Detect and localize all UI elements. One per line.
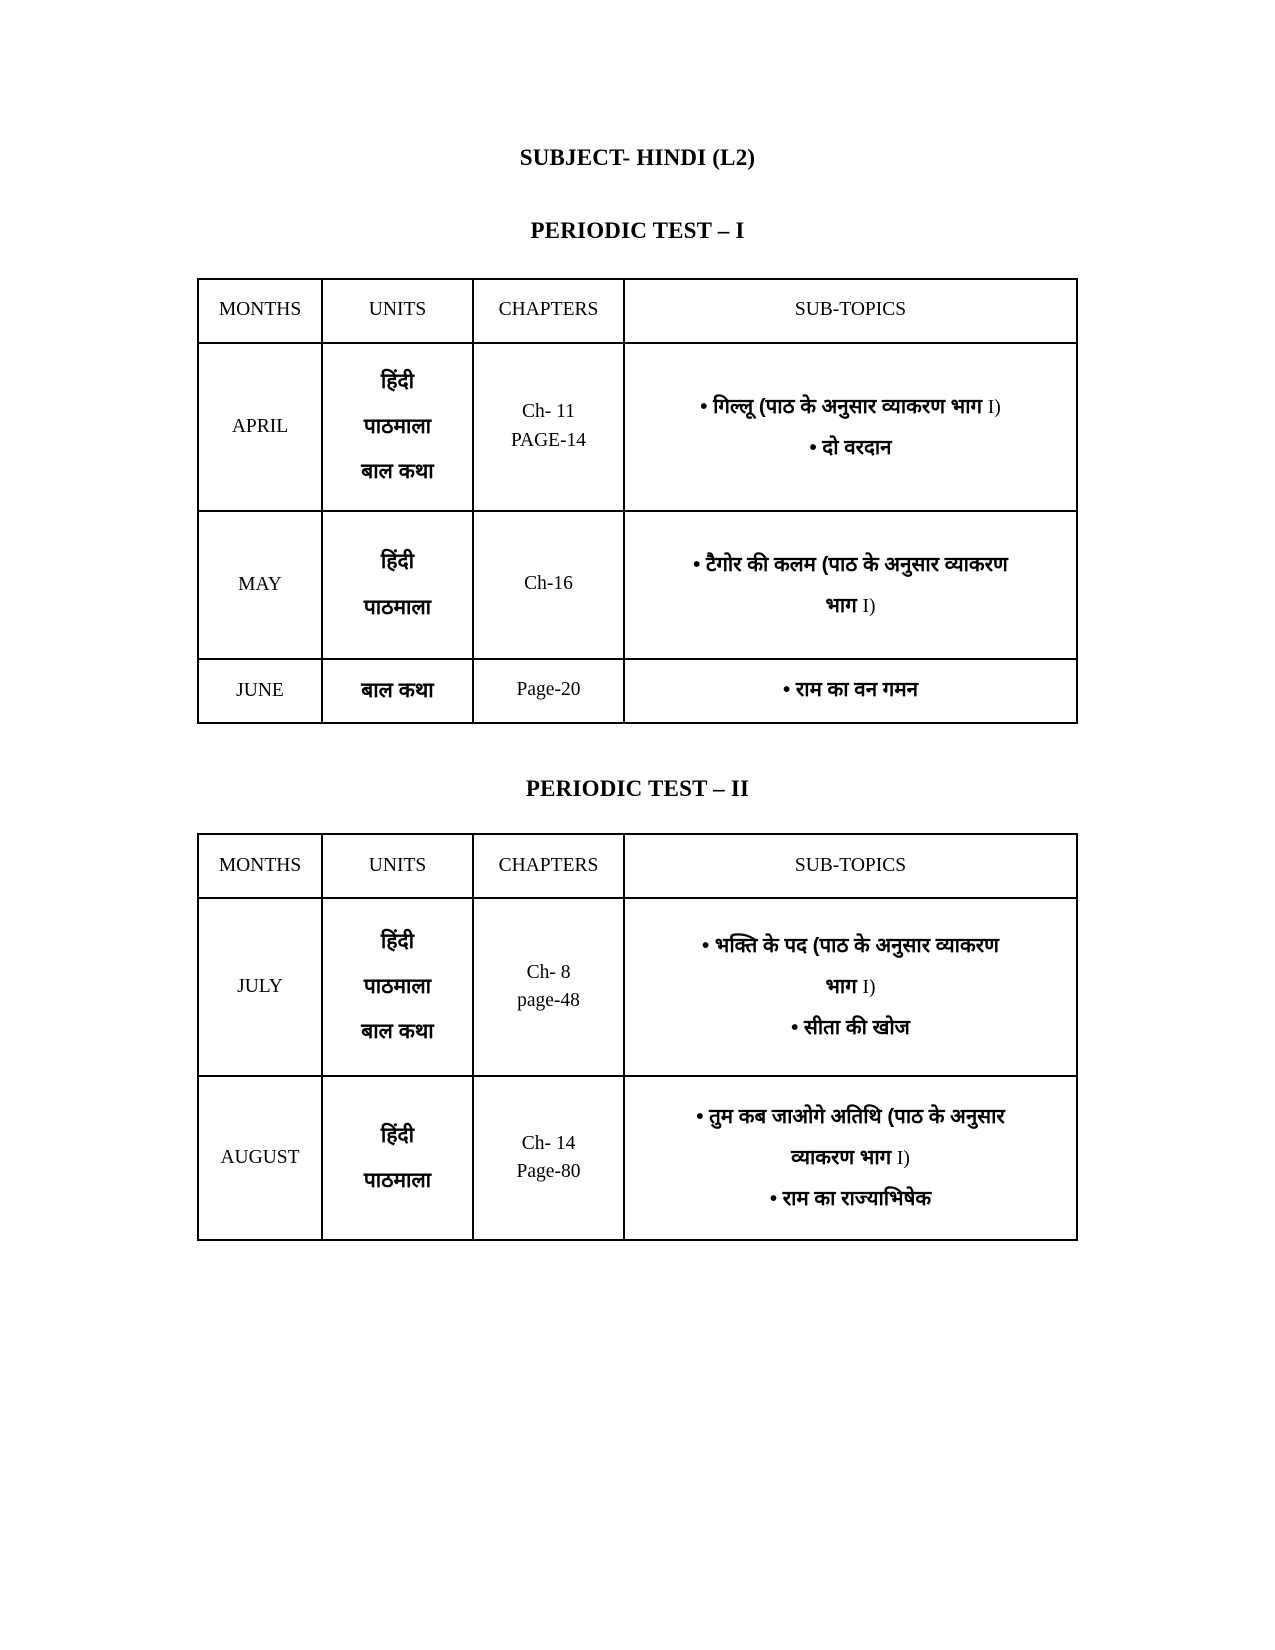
table-header-row xyxy=(198,834,1077,898)
cell-month: MAY xyxy=(198,511,322,659)
unit-line: बाल कथा xyxy=(361,460,434,484)
subtopic-line xyxy=(625,966,1076,1007)
unit-line: हिंदी xyxy=(380,1123,415,1147)
cell-chapters xyxy=(473,898,624,1076)
unit-line: हिंदी xyxy=(380,930,415,954)
subtopic-line xyxy=(625,1007,1076,1048)
subtopic-text: भाग xyxy=(825,975,863,999)
subtopic-line xyxy=(625,544,1076,585)
cell-month: AUGUST xyxy=(198,1076,322,1240)
unit-line: पाठमाला xyxy=(363,415,432,439)
subtopic-line xyxy=(625,585,1076,626)
unit-line: हिंदी xyxy=(380,550,415,574)
table-container-periodic-test-1 xyxy=(0,244,1275,724)
chapter-line: Ch- 14 xyxy=(521,1132,576,1154)
chapter-line: Ch- 8 xyxy=(526,961,571,983)
table-row xyxy=(198,898,1077,1076)
cell-subtopics xyxy=(624,898,1077,1076)
cell-chapters xyxy=(473,511,624,659)
cell-subtopics xyxy=(624,659,1077,723)
cell-month: APRIL xyxy=(198,343,322,511)
chapter-line: Ch- 11 xyxy=(522,401,575,423)
subtopic-roman-suffix: I) xyxy=(987,396,1001,418)
subtopic-roman-suffix: I) xyxy=(862,977,876,999)
section-heading-periodic-test-2: PERIODIC TEST – II xyxy=(525,775,750,801)
chapter-line: Page-20 xyxy=(516,679,581,701)
column-header-chapters: CHAPTERS xyxy=(473,834,624,898)
subtopic-roman-suffix: I) xyxy=(862,595,876,617)
subtopic-line xyxy=(625,1178,1076,1219)
unit-line: पाठमाला xyxy=(363,595,432,619)
subtopic-text: • तुम कब जाओगे अतिथि (पाठ के अनुसार xyxy=(696,1105,1005,1129)
cell-units xyxy=(322,1076,473,1240)
cell-units xyxy=(322,511,473,659)
subtopic-text: • गिल्लू (पाठ के अनुसार व्याकरण भाग xyxy=(700,394,988,418)
table-row xyxy=(198,659,1077,723)
unit-line: बाल कथा xyxy=(361,679,434,702)
cell-subtopics xyxy=(624,1076,1077,1240)
table-header-row xyxy=(198,279,1077,343)
column-header-units: UNITS xyxy=(322,279,473,343)
subtopic-line xyxy=(625,427,1076,468)
subtopic-text: • टैगोर की कलम (पाठ के अनुसार व्याकरण xyxy=(693,552,1008,576)
cell-units xyxy=(322,898,473,1076)
table-row xyxy=(198,343,1077,511)
unit-line: पाठमाला xyxy=(363,1168,432,1192)
cell-chapters xyxy=(473,1076,624,1240)
subtopic-text: • राम का राज्याभिषेक xyxy=(769,1187,932,1211)
chapter-line: Page-80 xyxy=(516,1160,581,1182)
cell-subtopics xyxy=(624,343,1077,511)
column-header-chapters: CHAPTERS xyxy=(473,279,624,343)
subtopic-line xyxy=(625,925,1076,966)
syllabus-table-periodic-test-2 xyxy=(197,833,1078,1241)
column-header-subtopics: SUB-TOPICS xyxy=(624,279,1077,343)
syllabus-table-periodic-test-1 xyxy=(197,278,1078,724)
unit-line: पाठमाला xyxy=(363,975,432,999)
column-header-subtopics: SUB-TOPICS xyxy=(624,834,1077,898)
subtopic-text: • सीता की खोज xyxy=(791,1016,910,1040)
cell-units xyxy=(322,659,473,723)
subtopic-line xyxy=(625,1096,1076,1137)
table-container-periodic-test-2 xyxy=(0,801,1275,1241)
chapter-line: PAGE-14 xyxy=(510,429,587,451)
cell-subtopics xyxy=(624,511,1077,659)
column-header-months: MONTHS xyxy=(198,279,322,343)
cell-month: JULY xyxy=(198,898,322,1076)
subtopic-text: भाग xyxy=(825,593,863,617)
subtopic-text: व्याकरण भाग xyxy=(791,1146,897,1170)
unit-line: बाल कथा xyxy=(361,1020,434,1044)
cell-chapters xyxy=(473,659,624,723)
subtopic-text: • भक्ति के पद (पाठ के अनुसार व्याकरण xyxy=(702,934,999,958)
page-title: SUBJECT- HINDI (L2) xyxy=(519,145,756,170)
chapter-line: Ch-16 xyxy=(524,573,573,595)
column-header-months: MONTHS xyxy=(198,834,322,898)
subtopic-line xyxy=(625,386,1076,427)
subtopic-roman-suffix: I) xyxy=(896,1148,910,1170)
subtopic-text: • दो वरदान xyxy=(809,435,892,459)
unit-line: हिंदी xyxy=(380,369,415,393)
subtopic-text: • राम का वन गमन xyxy=(783,678,918,702)
cell-chapters xyxy=(473,343,624,511)
subtopic-line xyxy=(625,678,1076,703)
subtopic-line xyxy=(625,1137,1076,1178)
table-row xyxy=(198,511,1077,659)
cell-units xyxy=(322,343,473,511)
table-row xyxy=(198,1076,1077,1240)
cell-month: JUNE xyxy=(198,659,322,723)
column-header-units: UNITS xyxy=(322,834,473,898)
section-heading-periodic-test-1: PERIODIC TEST – I xyxy=(530,218,745,244)
chapter-line: page-48 xyxy=(517,989,580,1011)
